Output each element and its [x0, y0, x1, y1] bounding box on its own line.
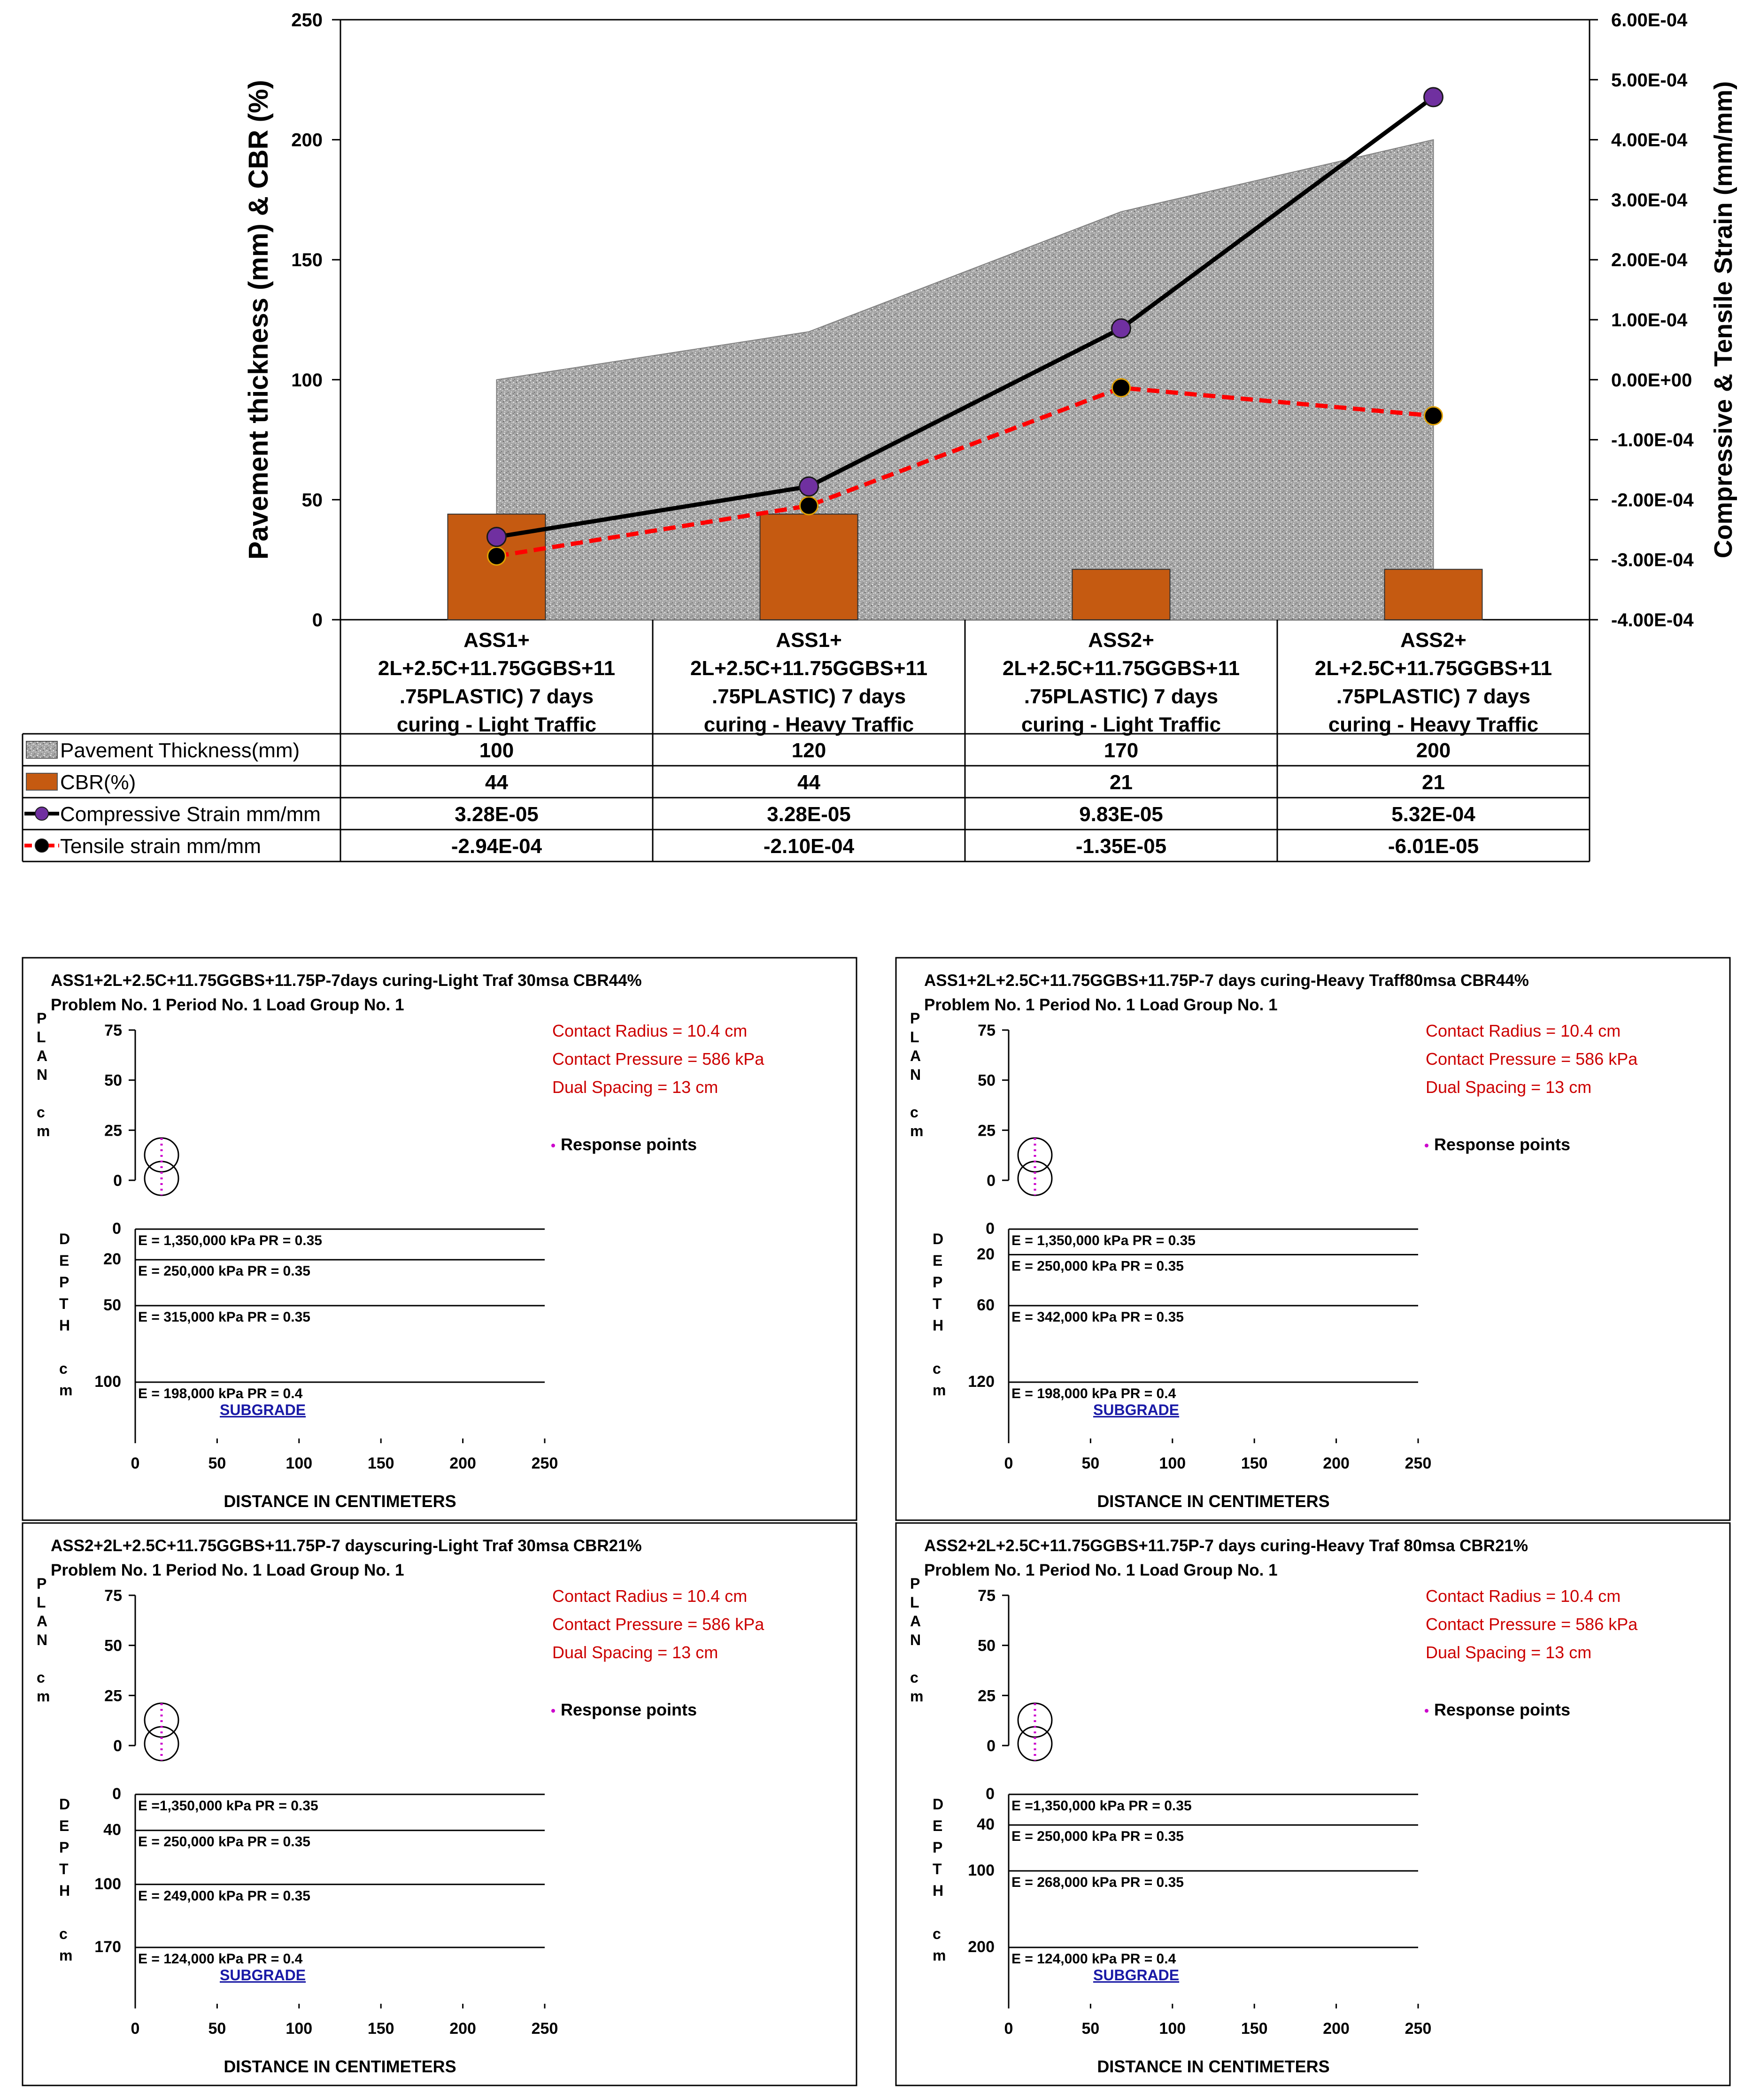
table-cell: -2.94E-04 — [451, 835, 542, 858]
plan-axis-letter: N — [910, 1066, 921, 1083]
x-tick-label: 100 — [286, 2020, 313, 2038]
x-tick-label: 150 — [367, 2020, 394, 2038]
depth-axis-letter: E — [59, 1252, 69, 1269]
x-tick-label: 0 — [1004, 2020, 1013, 2038]
table-cell: 3.28E-05 — [767, 803, 851, 826]
depth-label: 40 — [977, 1815, 995, 1834]
depth-label: 200 — [968, 1938, 995, 1956]
layer-properties: E = 1,350,000 kPa PR = 0.35 — [138, 1233, 322, 1248]
layer-properties: E = 250,000 kPa PR = 0.35 — [138, 1263, 310, 1279]
plan-tick-label: 0 — [113, 1737, 122, 1755]
table-cell: 44 — [485, 771, 508, 794]
x-tick-label: 50 — [208, 1454, 226, 1472]
x-tick-label: 200 — [1323, 2020, 1350, 2038]
response-points-label: Response points — [1434, 1700, 1571, 1719]
depth-axis-letter: m — [933, 1382, 946, 1399]
layer-properties: E = 250,000 kPa PR = 0.35 — [138, 1834, 310, 1850]
contact-radius-text: Contact Radius = 10.4 cm — [552, 1021, 748, 1040]
layer-properties: E = 250,000 kPa PR = 0.35 — [1011, 1258, 1184, 1274]
layer-properties: E = 198,000 kPa PR = 0.4 — [1011, 1386, 1176, 1401]
plan-tick-label: 75 — [978, 1022, 996, 1039]
plan-axis-letter: P — [910, 1575, 920, 1592]
legend-label: CBR(%) — [60, 771, 136, 794]
plan-axis-letter: P — [37, 1010, 47, 1027]
depth-axis-letter: E — [59, 1817, 69, 1834]
depth-axis-letter: c — [933, 1360, 941, 1377]
panel-title: ASS2+2L+2.5C+11.75GGBS+11.75P-7 days curing-Heavy Traf 80msa CBR21% — [924, 1537, 1528, 1555]
plan-axis-letter: m — [37, 1123, 50, 1139]
subgrade-label: SUBGRADE — [220, 1967, 306, 1984]
depth-label: 40 — [103, 1821, 121, 1839]
depth-label: 100 — [94, 1875, 121, 1893]
depth-label: 0 — [986, 1220, 995, 1238]
plan-axis-letter: A — [910, 1613, 921, 1630]
right-tick-label: 4.00E-04 — [1611, 130, 1688, 151]
response-points-label: Response points — [561, 1135, 697, 1154]
depth-axis-letter: T — [59, 1295, 69, 1312]
depth-label: 170 — [94, 1938, 121, 1956]
dual-spacing-text: Dual Spacing = 13 cm — [552, 1077, 718, 1097]
category-label-line: curing - Heavy Traffic — [703, 713, 914, 736]
left-tick-label: 250 — [291, 10, 323, 31]
plan-tick-label: 75 — [104, 1022, 122, 1039]
dual-spacing-text: Dual Spacing = 13 cm — [552, 1643, 718, 1662]
panel-problem-line: Problem No. 1 Period No. 1 Load Group No. 1 — [51, 1561, 404, 1579]
plan-axis-letter: P — [37, 1575, 47, 1592]
depth-axis-letter: D — [59, 1231, 70, 1247]
response-point-marker — [551, 1144, 555, 1147]
depth-label: 120 — [968, 1373, 995, 1391]
depth-axis-letter: c — [59, 1925, 68, 1942]
x-tick-label: 0 — [1004, 1454, 1013, 1472]
right-tick-label: 1.00E-04 — [1611, 310, 1688, 331]
x-tick-label: 200 — [449, 1454, 476, 1472]
x-tick-label: 250 — [531, 2020, 558, 2038]
category-label-line: curing - Heavy Traffic — [1328, 713, 1539, 736]
depth-label: 20 — [977, 1245, 995, 1263]
depth-axis-letter: m — [59, 1947, 73, 1964]
depth-axis-letter: D — [59, 1796, 70, 1813]
table-cell: 200 — [1416, 739, 1451, 762]
category-label-line: 2L+2.5C+11.75GGBS+11 — [1314, 657, 1552, 680]
x-tick-label: 250 — [531, 1454, 558, 1472]
layer-properties: E = 124,000 kPa PR = 0.4 — [138, 1951, 303, 1967]
x-tick-label: 100 — [286, 1454, 313, 1472]
plan-axis-letter: N — [910, 1631, 921, 1648]
contact-radius-text: Contact Radius = 10.4 cm — [552, 1586, 748, 1606]
plan-tick-label: 0 — [113, 1172, 122, 1190]
panel-problem-line: Problem No. 1 Period No. 1 Load Group No. 1 — [924, 996, 1278, 1014]
layer-properties: E = 268,000 kPa PR = 0.35 — [1011, 1875, 1184, 1890]
x-tick-label: 150 — [1241, 1454, 1268, 1472]
right-tick-label: -4.00E-04 — [1611, 610, 1694, 631]
subgrade-label: SUBGRADE — [1093, 1401, 1180, 1418]
legend-label: Compressive Strain mm/mm — [60, 803, 321, 826]
plan-tick-label: 50 — [978, 1637, 996, 1655]
right-tick-label: 0.00E+00 — [1611, 369, 1692, 391]
table-cell: 3.28E-05 — [455, 803, 539, 826]
x-axis-label: DISTANCE IN CENTIMETERS — [1097, 1492, 1330, 1511]
depth-axis-letter: P — [933, 1274, 943, 1291]
plan-axis-letter: N — [37, 1631, 48, 1648]
left-tick-label: 50 — [301, 490, 323, 511]
layer-properties: E = 198,000 kPa PR = 0.4 — [138, 1386, 303, 1401]
table-cell: 9.83E-05 — [1079, 803, 1163, 826]
depth-axis-letter: c — [59, 1360, 68, 1377]
response-point-marker — [1425, 1709, 1428, 1713]
table-cell: 100 — [479, 739, 514, 762]
layer-properties: E = 249,000 kPa PR = 0.35 — [138, 1888, 310, 1904]
x-axis-label: DISTANCE IN CENTIMETERS — [224, 1492, 456, 1511]
table-cell: 5.32E-04 — [1391, 803, 1475, 826]
panel-problem-line: Problem No. 1 Period No. 1 Load Group No. 1 — [924, 1561, 1278, 1579]
x-tick-label: 250 — [1405, 1454, 1432, 1472]
plan-axis-letter: c — [910, 1104, 918, 1121]
plan-tick-label: 25 — [104, 1122, 122, 1140]
plan-tick-label: 25 — [978, 1687, 996, 1705]
depth-axis-letter: H — [59, 1882, 70, 1899]
kenpave-panel — [896, 958, 1730, 1520]
x-tick-label: 200 — [449, 2020, 476, 2038]
contact-pressure-text: Contact Pressure = 586 kPa — [552, 1049, 764, 1069]
x-axis-label: DISTANCE IN CENTIMETERS — [1097, 2057, 1330, 2076]
plan-tick-label: 25 — [104, 1687, 122, 1705]
plan-tick-label: 0 — [987, 1172, 996, 1190]
depth-axis-letter: E — [933, 1817, 943, 1834]
layer-properties: E = 250,000 kPa PR = 0.35 — [1011, 1829, 1184, 1845]
category-label-line: curing - Light Traffic — [1021, 713, 1221, 736]
x-tick-label: 200 — [1323, 1454, 1350, 1472]
category-label-line: ASS1+ — [463, 629, 530, 652]
depth-axis-letter: T — [933, 1861, 942, 1877]
depth-axis-letter: E — [933, 1252, 943, 1269]
depth-axis-letter: P — [59, 1839, 69, 1856]
right-tick-label: 2.00E-04 — [1611, 250, 1688, 271]
category-label-line: 2L+2.5C+11.75GGBS+11 — [690, 657, 928, 680]
response-points-label: Response points — [1434, 1135, 1571, 1154]
plan-tick-label: 0 — [987, 1737, 996, 1755]
panel-title: ASS1+2L+2.5C+11.75GGBS+11.75P-7 days curing-Heavy Traff80msa CBR44% — [924, 971, 1529, 990]
depth-axis-letter: H — [933, 1317, 944, 1334]
category-label-line: 2L+2.5C+11.75GGBS+11 — [1002, 657, 1240, 680]
x-tick-label: 50 — [1081, 2020, 1100, 2038]
left-tick-label: 150 — [291, 250, 323, 271]
depth-axis-letter: m — [933, 1947, 946, 1964]
table-cell: -2.10E-04 — [763, 835, 855, 858]
left-tick-label: 0 — [312, 610, 323, 631]
right-axis-label: Compressive & Tensile Strain (mm/mm) — [1709, 81, 1737, 559]
plan-axis-letter: L — [37, 1029, 46, 1046]
plan-axis-letter: L — [37, 1594, 46, 1611]
table-cell: -6.01E-05 — [1388, 835, 1479, 858]
response-point-marker — [551, 1709, 555, 1713]
plan-axis-letter: m — [37, 1688, 50, 1705]
contact-pressure-text: Contact Pressure = 586 kPa — [552, 1615, 764, 1634]
depth-label: 50 — [103, 1296, 121, 1314]
plan-tick-label: 25 — [978, 1122, 996, 1140]
response-points-label: Response points — [561, 1700, 697, 1719]
layer-properties: E = 124,000 kPa PR = 0.4 — [1011, 1951, 1176, 1967]
contact-pressure-text: Contact Pressure = 586 kPa — [1426, 1615, 1638, 1634]
x-axis-label: DISTANCE IN CENTIMETERS — [224, 2057, 456, 2076]
plan-axis-letter: A — [37, 1613, 48, 1630]
table-cell: 21 — [1422, 771, 1445, 794]
layer-properties: E =1,350,000 kPa PR = 0.35 — [1011, 1798, 1192, 1814]
depth-axis-letter: T — [59, 1861, 69, 1877]
plan-tick-label: 50 — [104, 1071, 122, 1090]
left-tick-label: 200 — [291, 130, 323, 151]
left-tick-label: 100 — [291, 369, 323, 391]
x-tick-label: 150 — [1241, 2020, 1268, 2038]
x-tick-label: 0 — [131, 1454, 140, 1472]
dual-spacing-text: Dual Spacing = 13 cm — [1426, 1643, 1592, 1662]
table-cell: -1.35E-05 — [1075, 835, 1167, 858]
subgrade-label: SUBGRADE — [220, 1401, 306, 1418]
category-label-line: curing - Light Traffic — [396, 713, 597, 736]
response-point-marker — [1425, 1144, 1428, 1147]
x-tick-label: 50 — [1081, 1454, 1100, 1472]
plan-axis-letter: L — [910, 1029, 919, 1046]
plan-tick-label: 75 — [978, 1587, 996, 1605]
category-label-line: ASS1+ — [776, 629, 842, 652]
category-label-line: .75PLASTIC) 7 days — [1336, 685, 1531, 708]
x-tick-label: 100 — [1159, 2020, 1186, 2038]
plan-axis-letter: P — [910, 1010, 920, 1027]
subgrade-label: SUBGRADE — [1093, 1967, 1180, 1984]
category-label-line: 2L+2.5C+11.75GGBS+11 — [378, 657, 616, 680]
right-tick-label: -1.00E-04 — [1611, 430, 1694, 451]
plan-axis-letter: c — [910, 1669, 918, 1686]
depth-axis-letter: c — [933, 1925, 941, 1942]
legend-label: Tensile strain mm/mm — [60, 835, 261, 858]
category-label-line: ASS2+ — [1400, 629, 1466, 652]
contact-radius-text: Contact Radius = 10.4 cm — [1426, 1586, 1621, 1606]
x-tick-label: 100 — [1159, 1454, 1186, 1472]
table-cell: 21 — [1110, 771, 1133, 794]
plan-tick-label: 75 — [104, 1587, 122, 1605]
category-label-line: .75PLASTIC) 7 days — [1024, 685, 1219, 708]
plan-axis-letter: m — [910, 1123, 924, 1139]
depth-label: 100 — [94, 1373, 121, 1391]
x-tick-label: 150 — [367, 1454, 394, 1472]
plan-tick-label: 50 — [104, 1637, 122, 1655]
plan-axis-letter: c — [37, 1669, 45, 1686]
layer-properties: E = 315,000 kPa PR = 0.35 — [138, 1309, 310, 1325]
panel-title: ASS1+2L+2.5C+11.75GGBS+11.75P-7days curing-Light Traf 30msa CBR44% — [51, 971, 642, 990]
kenpave-panel — [23, 1523, 857, 2085]
kenpave-panel — [896, 1523, 1730, 2085]
x-tick-label: 250 — [1405, 2020, 1432, 2038]
plan-tick-label: 50 — [978, 1071, 996, 1090]
table-cell: 120 — [791, 739, 826, 762]
layer-properties: E = 342,000 kPa PR = 0.35 — [1011, 1309, 1184, 1325]
depth-label: 60 — [977, 1296, 995, 1314]
depth-axis-letter: D — [933, 1796, 944, 1813]
layer-properties: E = 1,350,000 kPa PR = 0.35 — [1011, 1233, 1196, 1248]
right-tick-label: -3.00E-04 — [1611, 550, 1694, 571]
layer-properties: E =1,350,000 kPa PR = 0.35 — [138, 1798, 318, 1814]
x-tick-label: 50 — [208, 2020, 226, 2038]
table-cell: 170 — [1104, 739, 1139, 762]
depth-label: 20 — [103, 1250, 121, 1269]
panel-title: ASS2+2L+2.5C+11.75GGBS+11.75P-7 dayscuring-Light Traf 30msa CBR21% — [51, 1537, 642, 1555]
x-tick-label: 0 — [131, 2020, 140, 2038]
right-tick-label: -2.00E-04 — [1611, 490, 1694, 511]
depth-axis-letter: H — [59, 1317, 70, 1334]
right-tick-label: 6.00E-04 — [1611, 10, 1688, 31]
depth-axis-letter: P — [933, 1839, 943, 1856]
dual-spacing-text: Dual Spacing = 13 cm — [1426, 1077, 1592, 1097]
plan-axis-letter: N — [37, 1066, 48, 1083]
table-cell: 44 — [797, 771, 820, 794]
depth-axis-letter: D — [933, 1231, 944, 1247]
kenpave-panel — [23, 958, 857, 1520]
depth-axis-letter: H — [933, 1882, 944, 1899]
category-label-line: ASS2+ — [1088, 629, 1154, 652]
depth-axis-letter: T — [933, 1295, 942, 1312]
plan-axis-letter: A — [910, 1047, 921, 1064]
plan-axis-letter: c — [37, 1104, 45, 1121]
depth-label: 0 — [112, 1785, 121, 1803]
category-label-line: .75PLASTIC) 7 days — [711, 685, 906, 708]
panel-problem-line: Problem No. 1 Period No. 1 Load Group No. 1 — [51, 996, 404, 1014]
depth-axis-letter: P — [59, 1274, 69, 1291]
plan-axis-letter: A — [37, 1047, 48, 1064]
plan-axis-letter: m — [910, 1688, 924, 1705]
left-axis-label: Pavement thickness (mm) & CBR (%) — [243, 80, 274, 560]
depth-label: 0 — [112, 1220, 121, 1238]
contact-pressure-text: Contact Pressure = 586 kPa — [1426, 1049, 1638, 1069]
plan-axis-letter: L — [910, 1594, 919, 1611]
category-label-line: .75PLASTIC) 7 days — [399, 685, 594, 708]
depth-label: 0 — [986, 1785, 995, 1803]
legend-label: Pavement Thickness(mm) — [60, 739, 300, 762]
depth-label: 100 — [968, 1862, 995, 1879]
contact-radius-text: Contact Radius = 10.4 cm — [1426, 1021, 1621, 1040]
depth-axis-letter: m — [59, 1382, 73, 1399]
right-tick-label: 5.00E-04 — [1611, 69, 1688, 91]
right-tick-label: 3.00E-04 — [1611, 190, 1688, 211]
